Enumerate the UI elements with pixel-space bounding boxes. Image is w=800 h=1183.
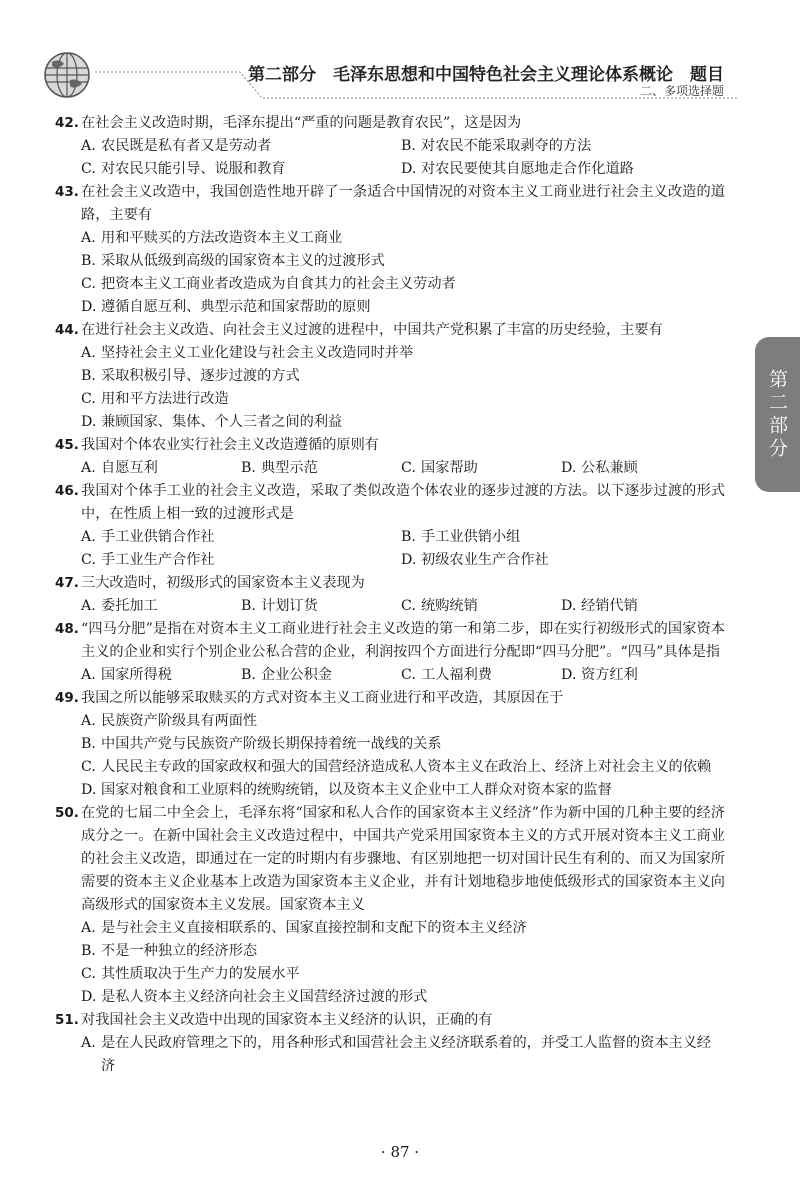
- answer-option: [401, 457, 561, 480]
- option-letter: D.: [401, 161, 417, 177]
- question-text: 在社会主义改造时期，毛泽东提出“严重的问题是教育农民”，这是因为: [81, 115, 522, 131]
- option-letter: B.: [81, 368, 96, 384]
- answer-option: [241, 595, 401, 618]
- option-letter: B.: [401, 529, 416, 545]
- option-letter: A.: [81, 598, 96, 614]
- option-letter: A.: [81, 230, 96, 246]
- answer-option: [81, 986, 725, 1009]
- question-number: 48.: [55, 621, 79, 637]
- option-letter: A.: [81, 1035, 96, 1051]
- answer-option: [401, 135, 721, 158]
- question-number: 45.: [55, 437, 79, 453]
- answer-option: [81, 227, 725, 250]
- answer-option: [81, 250, 725, 273]
- option-text: 是在人民政府管理之下的，用各种形式和国营社会主义经济联系着的，并受工人监督的资本主义经济: [101, 1035, 712, 1074]
- answer-option: [81, 365, 725, 388]
- answer-option: [81, 917, 725, 940]
- option-text: 用和平方法进行改造: [101, 391, 229, 407]
- option-text: 手工业供销合作社: [101, 529, 215, 545]
- option-text: 统购统销: [421, 598, 478, 614]
- question-item: [55, 687, 725, 802]
- option-letter: C.: [81, 552, 96, 568]
- option-letter: C.: [81, 391, 96, 407]
- option-text: 工人福利费: [421, 667, 492, 683]
- question-number: 46.: [55, 483, 79, 499]
- section-side-tab: [755, 337, 800, 492]
- section-side-tab-label: 第二部分: [766, 368, 788, 461]
- option-text: 是私人资本主义经济向社会主义国营经济过渡的形式: [101, 989, 428, 1005]
- option-text: 兼顾国家、集体、个人三者之间的利益: [101, 414, 343, 430]
- option-letter: A.: [81, 529, 96, 545]
- answer-option: [81, 595, 241, 618]
- answer-option: [401, 526, 721, 549]
- question-item: [55, 572, 725, 618]
- option-letter: B.: [81, 736, 96, 752]
- option-text: 不是一种独立的经济形态: [101, 943, 258, 959]
- question-list: [55, 112, 725, 1078]
- option-letter: D.: [561, 460, 577, 476]
- option-text: 用和平赎买的方法改造资本主义工商业: [101, 230, 343, 246]
- option-text: 是与社会主义直接相联系的、国家直接控制和支配下的资本主义经济: [101, 920, 527, 936]
- option-letter: D.: [81, 299, 97, 315]
- page-number: · 87 ·: [380, 1143, 420, 1161]
- option-text: 中国共产党与民族资产阶级长期保持着统一战线的关系: [101, 736, 442, 752]
- option-letter: B.: [241, 460, 256, 476]
- globe-logo-icon: [42, 50, 92, 100]
- question-item: [55, 434, 725, 480]
- option-letter: D.: [561, 667, 577, 683]
- question-text: 我国对个体农业实行社会主义改造遵循的原则有: [81, 437, 379, 453]
- option-text: 对农民不能采取剥夺的方法: [421, 138, 592, 154]
- answer-option: [401, 549, 721, 572]
- option-text: 遵循自愿互利、典型示范和国家帮助的原则: [101, 299, 371, 315]
- header-title: 第二部分 毛泽东思想和中国特色社会主义理论体系概论 题目: [248, 65, 724, 85]
- question-item: [55, 181, 725, 319]
- option-text: 把资本主义工商业者改造成为自食其力的社会主义劳动者: [101, 276, 456, 292]
- answer-option: [81, 158, 401, 181]
- option-letter: B.: [241, 667, 256, 683]
- option-text: 民族资产阶级具有两面性: [101, 713, 258, 729]
- answer-option: [81, 411, 725, 434]
- question-text: 我国之所以能够采取赎买的方式对资本主义工商业进行和平改造，其原因在于: [81, 690, 564, 706]
- option-letter: C.: [401, 667, 416, 683]
- option-text: 企业公积金: [261, 667, 332, 683]
- option-letter: D.: [561, 598, 577, 614]
- answer-option: [561, 457, 721, 480]
- answer-option: [401, 595, 561, 618]
- option-text: 手工业生产合作社: [101, 552, 215, 568]
- option-letter: C.: [81, 161, 96, 177]
- option-text: 典型示范: [261, 460, 318, 476]
- option-text: 委托加工: [101, 598, 158, 614]
- answer-option: [81, 940, 725, 963]
- answer-option: [81, 342, 725, 365]
- answer-option: [81, 710, 725, 733]
- option-text: 人民民主专政的国家政权和强大的国营经济造成私人资本主义在政治上、经济上对社会主义的依赖: [101, 759, 712, 775]
- header-subtitle: 二、多项选择题: [639, 84, 724, 98]
- question-text: “四马分肥”是指在对资本主义工商业进行社会主义改造的第一和第二步，即在实行初级形式的国家资本主义的企业和实行个别企业公私合营的企业，利润按四个方面进行分配即“四马分肥”。“四马”具体是指: [81, 621, 725, 660]
- option-letter: A.: [81, 713, 96, 729]
- question-text: 在社会主义改造中，我国创造性地开辟了一条适合中国情况的对资本主义工商业进行社会主义改造的道路，主要有: [81, 184, 725, 223]
- option-text: 采取积极引导、逐步过渡的方式: [101, 368, 300, 384]
- answer-option: [241, 664, 401, 687]
- question-item: [55, 480, 725, 572]
- question-number: 47.: [55, 575, 79, 591]
- option-letter: A.: [81, 920, 96, 936]
- option-text: 农民既是私有者又是劳动者: [101, 138, 272, 154]
- answer-option: [81, 549, 401, 572]
- question-item: [55, 319, 725, 434]
- option-text: 公私兼顾: [581, 460, 638, 476]
- option-text: 计划订货: [261, 598, 318, 614]
- option-text: 初级农业生产合作社: [421, 552, 549, 568]
- answer-option: [81, 756, 725, 779]
- option-letter: C.: [401, 598, 416, 614]
- page-header: [0, 0, 800, 100]
- option-letter: D.: [81, 782, 97, 798]
- question-item: [55, 112, 725, 181]
- option-letter: A.: [81, 138, 96, 154]
- option-text: 对农民要使其自愿地走合作化道路: [421, 161, 634, 177]
- question-item: [55, 1009, 725, 1078]
- option-text: 自愿互利: [101, 460, 158, 476]
- question-number: 43.: [55, 184, 79, 200]
- option-text: 手工业供销小组: [421, 529, 521, 545]
- option-text: 采取从低级到高级的国家资本主义的过渡形式: [101, 253, 385, 269]
- option-letter: C.: [81, 276, 96, 292]
- option-letter: A.: [81, 460, 96, 476]
- question-item: [55, 802, 725, 1009]
- answer-option: [81, 273, 725, 296]
- question-number: 49.: [55, 690, 79, 706]
- option-text: 国家对粮食和工业原料的统购统销，以及资本主义企业中工人群众对资本家的监督: [101, 782, 612, 798]
- option-text: 经销代销: [581, 598, 638, 614]
- question-text: 对我国社会主义改造中出现的国家资本主义经济的认识，正确的有: [81, 1012, 493, 1028]
- question-number: 44.: [55, 322, 79, 338]
- option-letter: B.: [81, 943, 96, 959]
- answer-option: [81, 733, 725, 756]
- option-letter: D.: [81, 414, 97, 430]
- answer-option: [401, 158, 721, 181]
- answer-option: [81, 963, 725, 986]
- option-text: 坚持社会主义工业化建设与社会主义改造同时并举: [101, 345, 414, 361]
- question-number: 51.: [55, 1012, 79, 1028]
- option-letter: B.: [241, 598, 256, 614]
- question-text: 我国对个体手工业的社会主义改造，采取了类似改造个体农业的逐步过渡的方法。以下逐步过渡的形式中，在性质上相一致的过渡形式是: [81, 483, 725, 522]
- answer-option: [81, 664, 241, 687]
- question-text: 在党的七届二中全会上，毛泽东将“国家和私人合作的国家资本主义经济”作为新中国的几种主要的经济成分之一。在新中国社会主义改造过程中，中国共产党采用国家资本主义的方式开展对资本主义工商业的社会主义改造，即通过在一定的时期内有步骤地、有区别地把一切对国计民生有利的、而又为国家所需要的资本主义企业基本上改造为国家资本主义企业，并有计划地稳步地使低级形式的国家资本主义向高级形式的国家资本主义发展。国家资本主义: [81, 805, 725, 913]
- option-letter: D.: [401, 552, 417, 568]
- option-letter: D.: [81, 989, 97, 1005]
- option-text: 资方红利: [581, 667, 638, 683]
- answer-option: [81, 1032, 725, 1078]
- option-letter: A.: [81, 667, 96, 683]
- option-letter: A.: [81, 345, 96, 361]
- question-item: [55, 618, 725, 687]
- option-text: 对农民只能引导、说服和教育: [101, 161, 286, 177]
- question-number: 50.: [55, 805, 79, 821]
- question-number: 42.: [55, 115, 79, 131]
- answer-option: [561, 664, 721, 687]
- answer-option: [81, 457, 241, 480]
- option-letter: C.: [81, 759, 96, 775]
- option-letter: B.: [401, 138, 416, 154]
- answer-option: [241, 457, 401, 480]
- option-letter: B.: [81, 253, 96, 269]
- answer-option: [401, 664, 561, 687]
- answer-option: [561, 595, 721, 618]
- answer-option: [81, 526, 401, 549]
- answer-option: [81, 779, 725, 802]
- option-text: 国家所得税: [101, 667, 172, 683]
- option-text: 其性质取决于生产力的发展水平: [101, 966, 300, 982]
- answer-option: [81, 388, 725, 411]
- answer-option: [81, 135, 401, 158]
- question-text: 在进行社会主义改造、向社会主义过渡的进程中，中国共产党积累了丰富的历史经验，主要有: [81, 322, 663, 338]
- question-text: 三大改造时，初级形式的国家资本主义表现为: [81, 575, 365, 591]
- option-text: 国家帮助: [421, 460, 478, 476]
- answer-option: [81, 296, 725, 319]
- option-letter: C.: [81, 966, 96, 982]
- option-letter: C.: [401, 460, 416, 476]
